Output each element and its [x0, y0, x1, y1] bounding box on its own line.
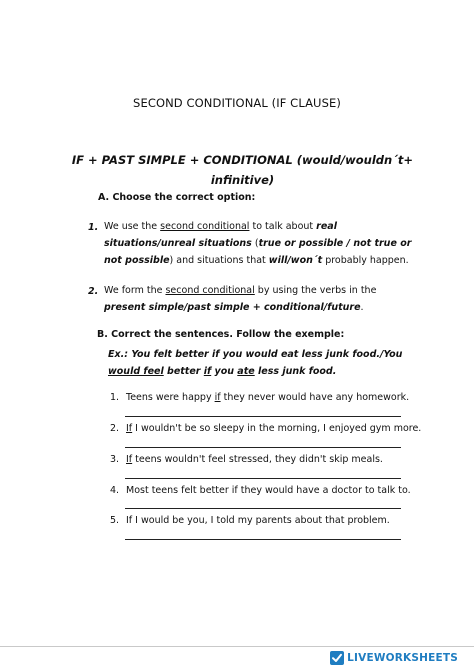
brand-name: LIVEWORKSHEETS: [347, 652, 458, 664]
item-number: 2.: [88, 286, 99, 297]
correction: ate: [237, 366, 255, 377]
example-text: You felt better if you would eat less junk food./You: [131, 349, 403, 360]
text: We form the: [104, 285, 166, 296]
example-text: less junk food.: [254, 366, 337, 377]
text: to talk about: [249, 221, 317, 232]
liveworksheets-logo-icon: [330, 651, 344, 665]
text: (: [251, 238, 259, 249]
sentence-number: 5.: [110, 515, 120, 526]
example-sentence: [108, 346, 418, 380]
text: We use the: [104, 221, 161, 232]
liveworksheets-logo[interactable]: [330, 651, 458, 665]
term: second conditional: [160, 221, 250, 232]
term: second conditional: [165, 285, 255, 296]
sentence-2: [110, 423, 421, 434]
sentence-4: [110, 485, 411, 496]
sentence-text: they never would have any homework.: [220, 392, 410, 403]
correction: if: [203, 366, 212, 377]
example-text: better: [163, 366, 204, 377]
sentence-text: Most teens felt better if they would have a doctor to talk to.: [126, 485, 411, 496]
item-1-text: [104, 218, 414, 269]
option[interactable]: present simple/past simple + conditional/future: [104, 302, 361, 313]
text: ) and situations that: [169, 255, 269, 266]
sentence-text: If I would be you, I told my parents about that problem.: [126, 515, 390, 526]
underlined-word: If: [126, 454, 133, 465]
formula-subtitle: IF + PAST SIMPLE + CONDITIONAL (would/wouldn´t+ infinitive): [71, 153, 414, 187]
page-title: SECOND CONDITIONAL (IF CLAUSE): [133, 96, 341, 110]
example-text: you: [211, 366, 238, 377]
underlined-word: if: [214, 392, 221, 403]
sentence-3: [110, 454, 383, 465]
item-number: 1.: [88, 222, 99, 233]
sentence-text: Teens were happy: [126, 392, 215, 403]
item-2-text: [104, 282, 414, 316]
section-a-heading: A. Choose the correct option:: [98, 192, 256, 203]
sentence-text: teens wouldn't feel stressed, they didn't skip meals.: [132, 454, 383, 465]
answer-line[interactable]: [125, 508, 401, 509]
sentence-5: [110, 515, 390, 526]
example-prefix: Ex.:: [108, 349, 132, 360]
sentence-number: 1.: [110, 392, 120, 403]
sentence-number: 4.: [110, 485, 120, 496]
correction: would feel: [108, 366, 164, 377]
sentence-text: I wouldn't be so sleepy in the morning, I enjoyed gym more.: [132, 423, 422, 434]
text: .: [360, 302, 364, 313]
sentence-number: 3.: [110, 454, 120, 465]
answer-line[interactable]: [125, 478, 401, 479]
underlined-word: If: [126, 423, 133, 434]
answer-line[interactable]: [125, 539, 401, 540]
option[interactable]: real situations/unreal situations: [104, 221, 337, 249]
sentence-1: [110, 392, 409, 403]
text: probably happen.: [322, 255, 409, 266]
option[interactable]: will/won´t: [268, 255, 323, 266]
text: by using the verbs in the: [254, 285, 377, 296]
answer-line[interactable]: [125, 416, 401, 417]
sentence-number: 2.: [110, 423, 120, 434]
answer-line[interactable]: [125, 447, 401, 448]
footer-bar: [0, 646, 474, 669]
section-b-heading: B. Correct the sentences. Follow the exemple:: [97, 329, 345, 340]
option[interactable]: true or possible / not true or not possible: [104, 238, 412, 266]
